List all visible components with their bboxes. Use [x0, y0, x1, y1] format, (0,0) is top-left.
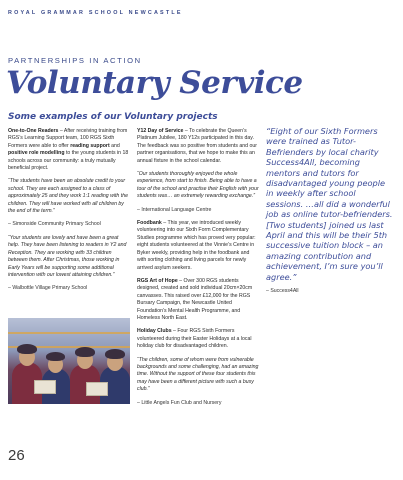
- art-of-hope-heading: RGS Art of Hope: [137, 277, 178, 284]
- art-of-hope-paragraph: [137, 278, 259, 322]
- open-book: [34, 380, 56, 394]
- holiday-clubs-heading: Holiday Clubs: [137, 328, 172, 335]
- paragraph-text: to the young students in 18 schools across our community: a truly mutually beneficial project.: [8, 150, 129, 172]
- fun-club-quote: “The children, some of whom were from vulnerable backgrounds and some challenging, had an amazing time. Without the support of these four students this may have been a different picture with such a busy club.”: [137, 356, 259, 393]
- one-to-one-readers-heading: One-to-One Readers: [8, 128, 59, 134]
- section-kicker: PARTNERSHIPS IN ACTION: [8, 56, 142, 65]
- students-reading-photo: [8, 318, 130, 404]
- simonside-quote: “The students have been an absolute credit to your school. They are each assigned to a class of approximately 25 and they work 1:1 reading with the children. They will have worked with all children by the end of the term.”: [8, 178, 128, 215]
- reading-support-emphasis: reading support: [70, 142, 110, 149]
- language-centre-attribution: – International Language Centre: [137, 206, 212, 213]
- role-modelling-emphasis: positive role modelling: [8, 150, 65, 157]
- column-left: [8, 128, 130, 299]
- open-book: [86, 382, 108, 396]
- language-centre-quote: “Our students thoroughly enjoyed the whole experience, from start to finish. Being able to have a tour of the school and practise their English with your students was… an extremely rewarding exchange.”: [137, 171, 259, 200]
- paragraph-text: – After receiving training from RGS’s Learning Support team, 100 RGS Sixth Formers were able to offer: [8, 128, 128, 149]
- paragraph-text: – Over 300 RGS students designed, created and sold individual 20cm×20cm canvasses. This raised over £12,000 for the RGS Bursary Campaign, the Newcastle United Foundation’s Mental Health Programme, and Homeless North East.: [137, 277, 253, 321]
- walbottle-quote: “Your students are lovely and have been a great help. They have been listening to readers in Y2 and Reception. They are working with 33 children between them. After Christmas, those working in Early Years will be supporting some additional intervention with our lowest attaining children.”: [8, 234, 127, 278]
- pull-quote: “Eight of our Sixth Formers were trained as Tutor-Befrienders by local charity Success4All, becoming mentors and tutors for disadvantaged young people in weekly after school sessions. …all did a wonderful job as online tutor-befrienders. [Two students] joined us last April and this will be their 5th successive tuition block – an amazing contribution and achievement, I’m sure you’ll agree.”: [266, 126, 393, 282]
- fun-club-attribution: – Little Angels Fun Club and Nursery: [137, 399, 222, 406]
- day-of-service-heading: Y12 Day of Service: [137, 128, 184, 134]
- day-of-service-paragraph: [137, 128, 259, 165]
- column-middle: [137, 128, 259, 413]
- holiday-clubs-paragraph: [137, 328, 259, 350]
- paragraph-text: and: [109, 142, 120, 149]
- foodbank-paragraph: [137, 220, 259, 272]
- student-hair: [75, 347, 95, 357]
- pull-quote-attribution: – Success4All: [266, 288, 299, 295]
- walbottle-attribution: – Walbottle Village Primary School: [8, 285, 88, 292]
- student-hair: [46, 352, 65, 361]
- bookshelf-stripe: [8, 332, 130, 334]
- simonside-attribution: – Simonside Community Primary School: [8, 221, 101, 228]
- student-hair: [17, 344, 37, 354]
- foodbank-heading: Foodbank: [137, 220, 162, 227]
- page-subtitle: Some examples of our Voluntary projects: [8, 112, 218, 122]
- page-number: 26: [8, 447, 25, 464]
- running-head: ROYAL GRAMMAR SCHOOL NEWCASTLE: [8, 10, 183, 16]
- one-to-one-readers-paragraph: [8, 128, 130, 172]
- student-hair: [105, 349, 125, 359]
- paragraph-text: – This year, we introduced weekly volunteering into our Sixth Form Complementary Studies programme which has proved very popular: eight students volunteered at the Vinnie’s Centre in Byker weekly, providing help in the foodbank and with sorting clothing and living parcels for newly arrived asylum seekers.: [137, 220, 256, 271]
- paragraph-text: – Four RGS Sixth Formers volunteered during their Easter Holidays at a local holiday club for disadvantaged children.: [137, 328, 252, 350]
- page-title: Voluntary Service: [6, 65, 303, 101]
- paragraph-text: – To celebrate the Queen’s Platinum Jubilee, 180 Y12s participated in this day. The feedback was so positive from students and our partner organisations, that we hope to make this an annual fixture in the school calendar.: [137, 128, 257, 164]
- column-right: [266, 126, 394, 302]
